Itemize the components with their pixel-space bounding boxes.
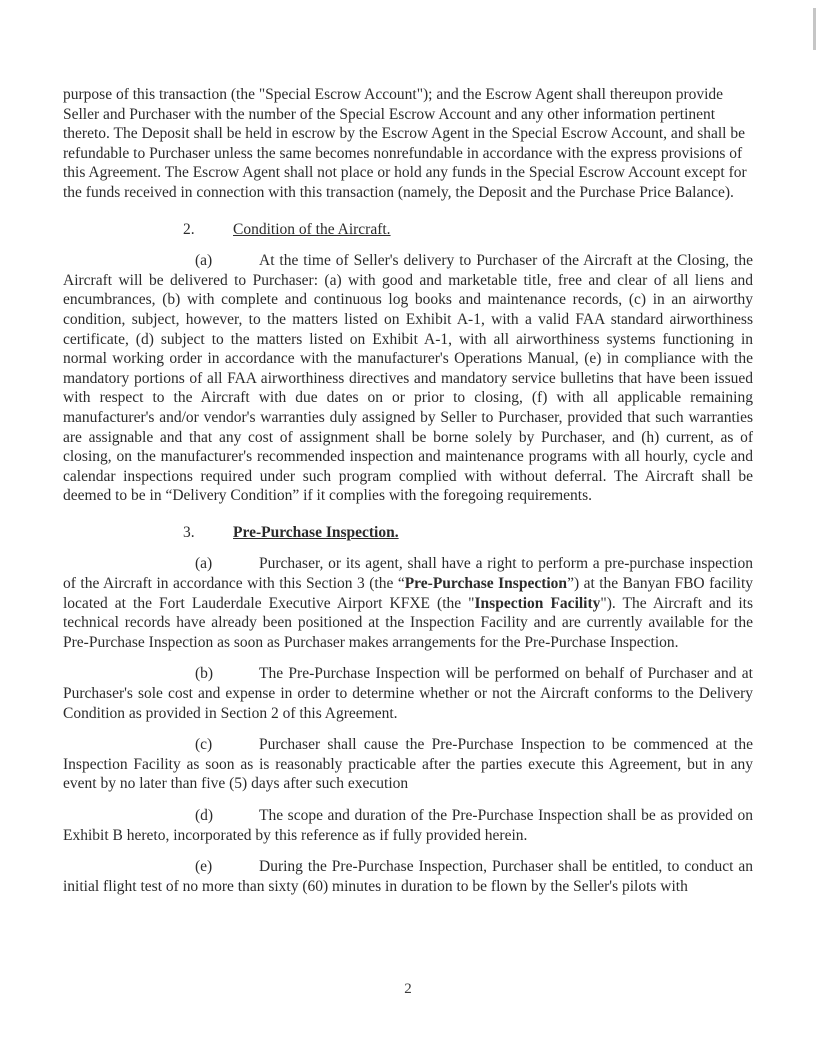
section-heading <box>63 523 753 543</box>
paragraph <box>63 664 753 723</box>
paragraph-label: (a) <box>195 252 213 270</box>
text-segment: At the time of Seller's delivery to Purchaser of the Aircraft at the Closing, the Aircraft will be delivered to Purchaser: (a) with good and marketable title, free and clear of all liens and encumbrances, (b) with complete and continuous log books and maintenance records, (c) in an airworthy condition, subject, however, to the matters listed on Exhibit A-1, with a valid FAA standard airworthiness certificate, (d) subject to the matters listed on Exhibit A-1, with all airworthiness systems functioning in normal working order in accordance with the manufacturer's Operations Manual, (e) in compliance with the mandatory portions of all FAA airworthiness directives and mandatory service bulletins that have been issued with respect to the Aircraft with due dates on or prior to closing, (f) with all applicable remaining manufacturer's and/or vendor's warranties duly assigned by Seller to Purchaser, provided that such warranties are assignable and that any cost of assignment shall be borne solely by Purchaser, and (h) current, as of closing, on the manufacturer's recommended inspection and maintenance programs with all hourly, cycle and calendar inspections required under such program complied with without deferral. The Aircraft shall be deemed to be in “Delivery Condition” if it complies with the foregoing requirements. <box>63 252 753 505</box>
paragraph <box>63 251 753 506</box>
heading-number: 2. <box>183 220 195 238</box>
paragraph-label: (a) <box>195 555 213 573</box>
text-segment: Pre-Purchase Inspection <box>404 575 568 593</box>
paragraph <box>63 857 753 896</box>
text-segment: purpose of this transaction (the "Special Escrow Account"); and the Escrow Agent shall thereupon provide Seller and Purchaser with the number of the Special Escrow Account and any other information pertinent thereto. The Deposit shall be held in escrow by the Escrow Agent in the Special Escrow Account, and shall be refundable to Purchaser unless the same becomes nonrefundable in accordance with the express provisions of this Agreement. The Escrow Agent shall not place or hold any funds in the Special Escrow Account except for the funds received in connection with this transaction (namely, the Deposit and the Purchase Price Balance). <box>63 86 747 201</box>
paragraph-label: (e) <box>195 858 213 876</box>
paragraph-label: (c) <box>195 736 213 754</box>
text-segment: ”) at the Banyan FBO facility located at the Fort Lauderdale Executive Airport KFXE (the " <box>63 575 753 612</box>
text-segment: During the Pre-Purchase Inspection, Purchaser shall be entitled, to conduct an initial flight test of no more than sixty (60) minutes in duration to be flown by the Seller's pilots with <box>63 858 753 895</box>
paragraph-label: (d) <box>195 807 214 824</box>
paragraph <box>63 554 753 652</box>
text-segment: Purchaser, or its agent, shall have a right to perform a pre-purchase inspection of the Aircraft in accordance with this Section 3 (the “ <box>63 555 753 593</box>
heading-title: Pre-Purchase Inspection. <box>233 523 399 541</box>
heading-title: Condition of the Aircraft. <box>233 220 391 238</box>
text-segment: The Pre-Purchase Inspection will be performed on behalf of Purchaser and at Purchaser's sole cost and expense in order to determine whether or not the Aircraft conforms to the Delivery Condition as provided in Section 2 of this Agreement. <box>63 665 753 722</box>
paragraph <box>63 85 753 203</box>
section-heading <box>63 220 753 240</box>
heading-number: 3. <box>183 523 195 541</box>
text-segment: "). The Aircraft and its technical records have already been positioned at the Inspection Facility and are currently available for the Pre-Purchase Inspection as soon as Purchaser makes arrangements for the Pre-Purchase Inspection. <box>63 594 754 651</box>
text-segment: Purchaser shall cause the Pre-Purchase Inspection to be commenced at the Inspection Facility as soon as is reasonably practicable after the parties execute this Agreement, but in any event by no later than five (5) days after such execution <box>63 736 753 793</box>
page-number: 2 <box>404 981 412 997</box>
paragraph <box>63 806 753 845</box>
document-body <box>63 85 753 896</box>
paragraph-label: (b) <box>195 665 214 683</box>
text-segment: The scope and duration of the Pre-Purchase Inspection shall be as provided on Exhibit B hereto, incorporated by this reference as if fully provided herein. <box>63 807 753 844</box>
paragraph <box>63 735 753 794</box>
text-segment: Inspection Facility <box>474 594 601 612</box>
